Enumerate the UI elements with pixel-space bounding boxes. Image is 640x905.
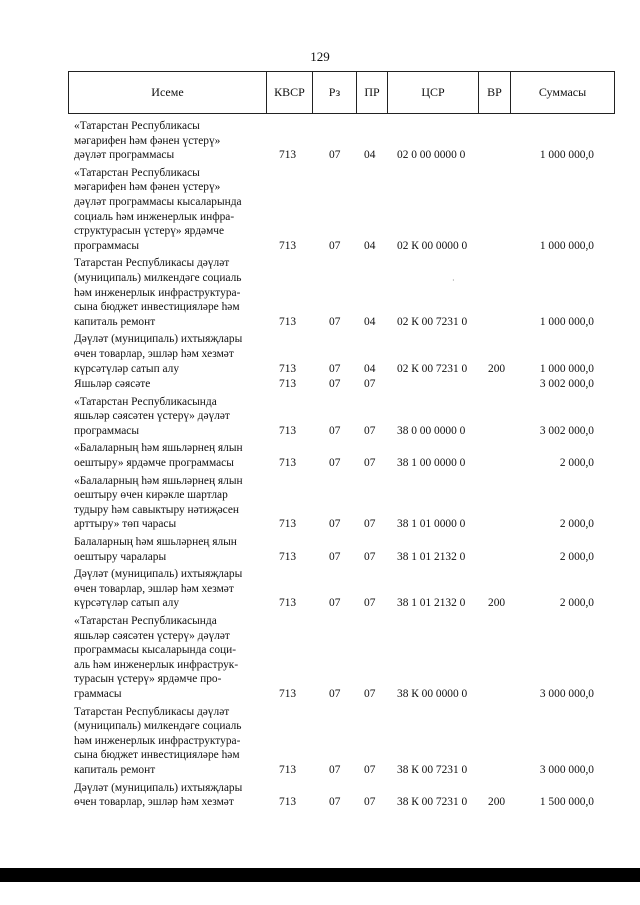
row-pr: 07 [364,424,376,437]
row-csr: 38 0 00 0000 0 [397,424,466,437]
row-name-line: Дәүләт (муниципаль) ихтыяҗлары [74,333,243,346]
header-sum: Суммасы [511,72,615,114]
row-name [68,535,268,564]
row-name-line: «Татарстан Республикасы [74,120,200,132]
row-rz: 07 [329,362,341,375]
row-csr: 38 1 01 2132 0 [397,550,466,563]
row-sum: 3 002 000,0 [539,378,594,391]
row-kvsr: 713 [279,597,297,610]
table-row [68,395,614,439]
row-pr: 04 [364,315,376,328]
row-pr: 07 [364,763,376,776]
row-sum: 3 000 000,0 [539,687,594,700]
row-name [68,474,268,532]
row-rz: 07 [329,518,341,531]
row-name-line: граммасы [74,687,122,700]
row-name-line: (муниципаль) милкендәге социаль [74,271,242,284]
row-rz: 07 [329,550,341,563]
row-csr: 38 1 01 2132 0 [397,597,466,610]
row-pr: 04 [364,149,376,162]
row-rz: 07 [329,796,341,809]
row-rz: 07 [329,315,341,328]
table-row [68,567,614,611]
row-kvsr: 713 [279,763,297,776]
row-name-line: капиталь ремонт [74,763,156,776]
table-row [68,256,614,329]
row-name-line: Балаларның һәм яшьләрнең ялын [74,536,237,549]
row-csr: 38 1 00 0000 0 [397,457,466,470]
row-vr: 200 [488,796,506,809]
row-rz: 07 [329,424,341,437]
table-row [68,441,614,470]
row-csr: 02 К 00 7231 0 [397,315,468,328]
row-name-line: өчен товарлар, эшләр һәм хезмәт [74,347,234,360]
table-row [68,535,614,564]
row-pr: 07 [364,378,376,391]
row-name [68,705,268,778]
row-rz: 07 [329,239,341,252]
row-name-line: сына бюджет инвестицияләре һәм [74,749,240,762]
row-name-line: турасын үстерү» ярдәмче про- [74,673,222,686]
row-kvsr: 713 [279,378,297,391]
row-name-line: Татарстан Республикасы дәүләт [74,257,230,270]
row-vr: 200 [488,362,506,375]
row-name-line: социаль һәм инженерлык инфра- [74,210,235,223]
row-sum: 1 000 000,0 [539,315,594,328]
row-name-line: Дәүләт (муниципаль) ихтыяҗлары [74,568,243,581]
row-name [68,441,268,470]
row-name-line: структурасын үстерү» ярдәмче [74,225,225,238]
header-kvsr: КВСР [267,72,313,114]
row-kvsr: 713 [279,687,297,700]
row-sum: 2 000,0 [559,597,594,610]
row-name [68,256,268,329]
row-name-line: Дәүләт (муниципаль) ихтыяҗлары [74,781,243,794]
table-row [68,332,614,376]
row-name-line: өчен товарлар, эшләр һәм хезмәт [74,796,234,809]
row-pr: 04 [364,362,376,375]
row-sum: 2 000,0 [559,550,594,563]
row-sum: 2 000,0 [559,457,594,470]
row-sum: 3 002 000,0 [539,424,594,437]
row-name-line: яшьләр сәясәтен үстерү» дәүләт [74,410,230,423]
row-csr: 38 К 00 0000 0 [397,687,468,700]
row-kvsr: 713 [279,362,297,375]
table-row [68,614,614,702]
row-name-line: өчен товарлар, эшләр һәм хезмәт [74,582,234,595]
row-name-line: (муниципаль) милкендәге социаль [74,720,242,733]
row-name-line: дәүләт программасы кысаларында [74,195,242,208]
table-header [68,71,615,114]
row-name-line: «Татарстан Республикасында [74,395,217,408]
row-name-line: Яшьләр сәясәте [74,378,151,391]
scan-speck: · [452,276,455,285]
row-sum: 2 000,0 [559,518,594,531]
row-name-line: аль һәм инженерлык инфраструк- [74,658,239,671]
row-name-line: программасы кысаларында соци- [74,644,237,657]
row-rz: 07 [329,457,341,470]
row-name-line: «Балаларның һәм яшьләрнең ялын [74,442,243,455]
row-sum: 1 000 000,0 [539,149,594,162]
row-name [68,119,268,163]
budget-rows [68,116,614,810]
row-name-line: һәм инженерлык инфраструктура- [74,286,241,299]
header-csr: ЦСР [388,72,479,114]
row-kvsr: 713 [279,796,297,809]
row-kvsr: 713 [279,518,297,531]
row-kvsr: 713 [279,239,297,252]
row-vr: 200 [488,597,506,610]
table-row [68,781,614,810]
row-kvsr: 713 [279,149,297,162]
row-name-line: оештыру өчен кирәкле шартлар [74,489,228,502]
row-name-line: һәм инженерлык инфраструктура- [74,734,241,747]
row-name-line: «Татарстан Республикасы [74,166,200,179]
table-row [68,119,614,163]
row-name-line: капиталь ремонт [74,315,156,328]
row-sum: 1 000 000,0 [539,362,594,375]
row-kvsr: 713 [279,315,297,328]
row-rz: 07 [329,763,341,776]
row-name-line: күрсәтүләр сатып алу [74,597,180,610]
row-sum: 1 000 000,0 [539,239,594,252]
row-pr: 07 [364,518,376,531]
table-row [68,474,614,532]
header-name: Исеме [69,72,267,114]
row-csr: 38 К 00 7231 0 [397,763,468,776]
row-name [68,395,268,439]
table-row [68,166,614,254]
row-kvsr: 713 [279,457,297,470]
row-name-line: «Балаларның һәм яшьләрнең ялын [74,474,243,487]
header-rz: Рз [313,72,357,114]
scan-border [0,868,640,882]
row-name [68,781,268,810]
table-row [68,377,614,392]
row-name-line: мәгарифен һәм фәнен үстерү» [74,181,221,194]
row-csr: 38 1 01 0000 0 [397,518,466,531]
header-vr: ВР [479,72,511,114]
row-name-line: оештыру» ярдәмче программасы [74,457,234,470]
row-kvsr: 713 [279,424,297,437]
header-pr: ПР [357,72,388,114]
row-pr: 07 [364,796,376,809]
row-csr: 02 К 00 0000 0 [397,239,468,252]
row-name-line: арттыру» төп чарасы [74,518,177,531]
row-name [68,614,268,702]
row-name-line: программасы [74,424,140,437]
row-sum: 3 000 000,0 [539,763,594,776]
row-csr: 02 0 00 0000 0 [397,149,466,162]
row-pr: 07 [364,457,376,470]
row-pr: 07 [364,550,376,563]
row-name [68,332,268,376]
row-name-line: мәгарифен һәм фәнен үстерү» [74,134,221,147]
table-row [68,705,614,778]
row-name-line: оештыру чаралары [74,550,167,563]
row-rz: 07 [329,687,341,700]
row-rz: 07 [329,597,341,610]
row-rz: 07 [329,149,341,162]
row-name-line: сына бюджет инвестицияләре һәм [74,301,240,314]
row-name [68,377,268,392]
row-name-line: «Татарстан Республикасында [74,615,217,627]
row-name-line: күрсәтүләр сатып алу [74,362,180,375]
row-name [68,166,268,254]
row-sum: 1 500 000,0 [539,796,594,809]
row-name-line: дәүләт программасы [74,149,175,162]
row-name-line: яшьләр сәясәтен үстерү» дәүләт [74,629,230,642]
row-rz: 07 [329,378,341,391]
row-pr: 07 [364,687,376,700]
row-pr: 07 [364,597,376,610]
row-pr: 04 [364,239,376,252]
page-number: 129 [310,49,330,64]
row-csr: 38 К 00 7231 0 [397,796,468,809]
row-csr: 02 К 00 7231 0 [397,362,468,375]
row-name-line: Татарстан Республикасы дәүләт [74,705,230,718]
row-name [68,567,268,611]
row-name-line: тудыру һәм савыктыру нәтиҗәсен [74,503,240,516]
row-kvsr: 713 [279,550,297,563]
row-name-line: программасы [74,239,140,252]
